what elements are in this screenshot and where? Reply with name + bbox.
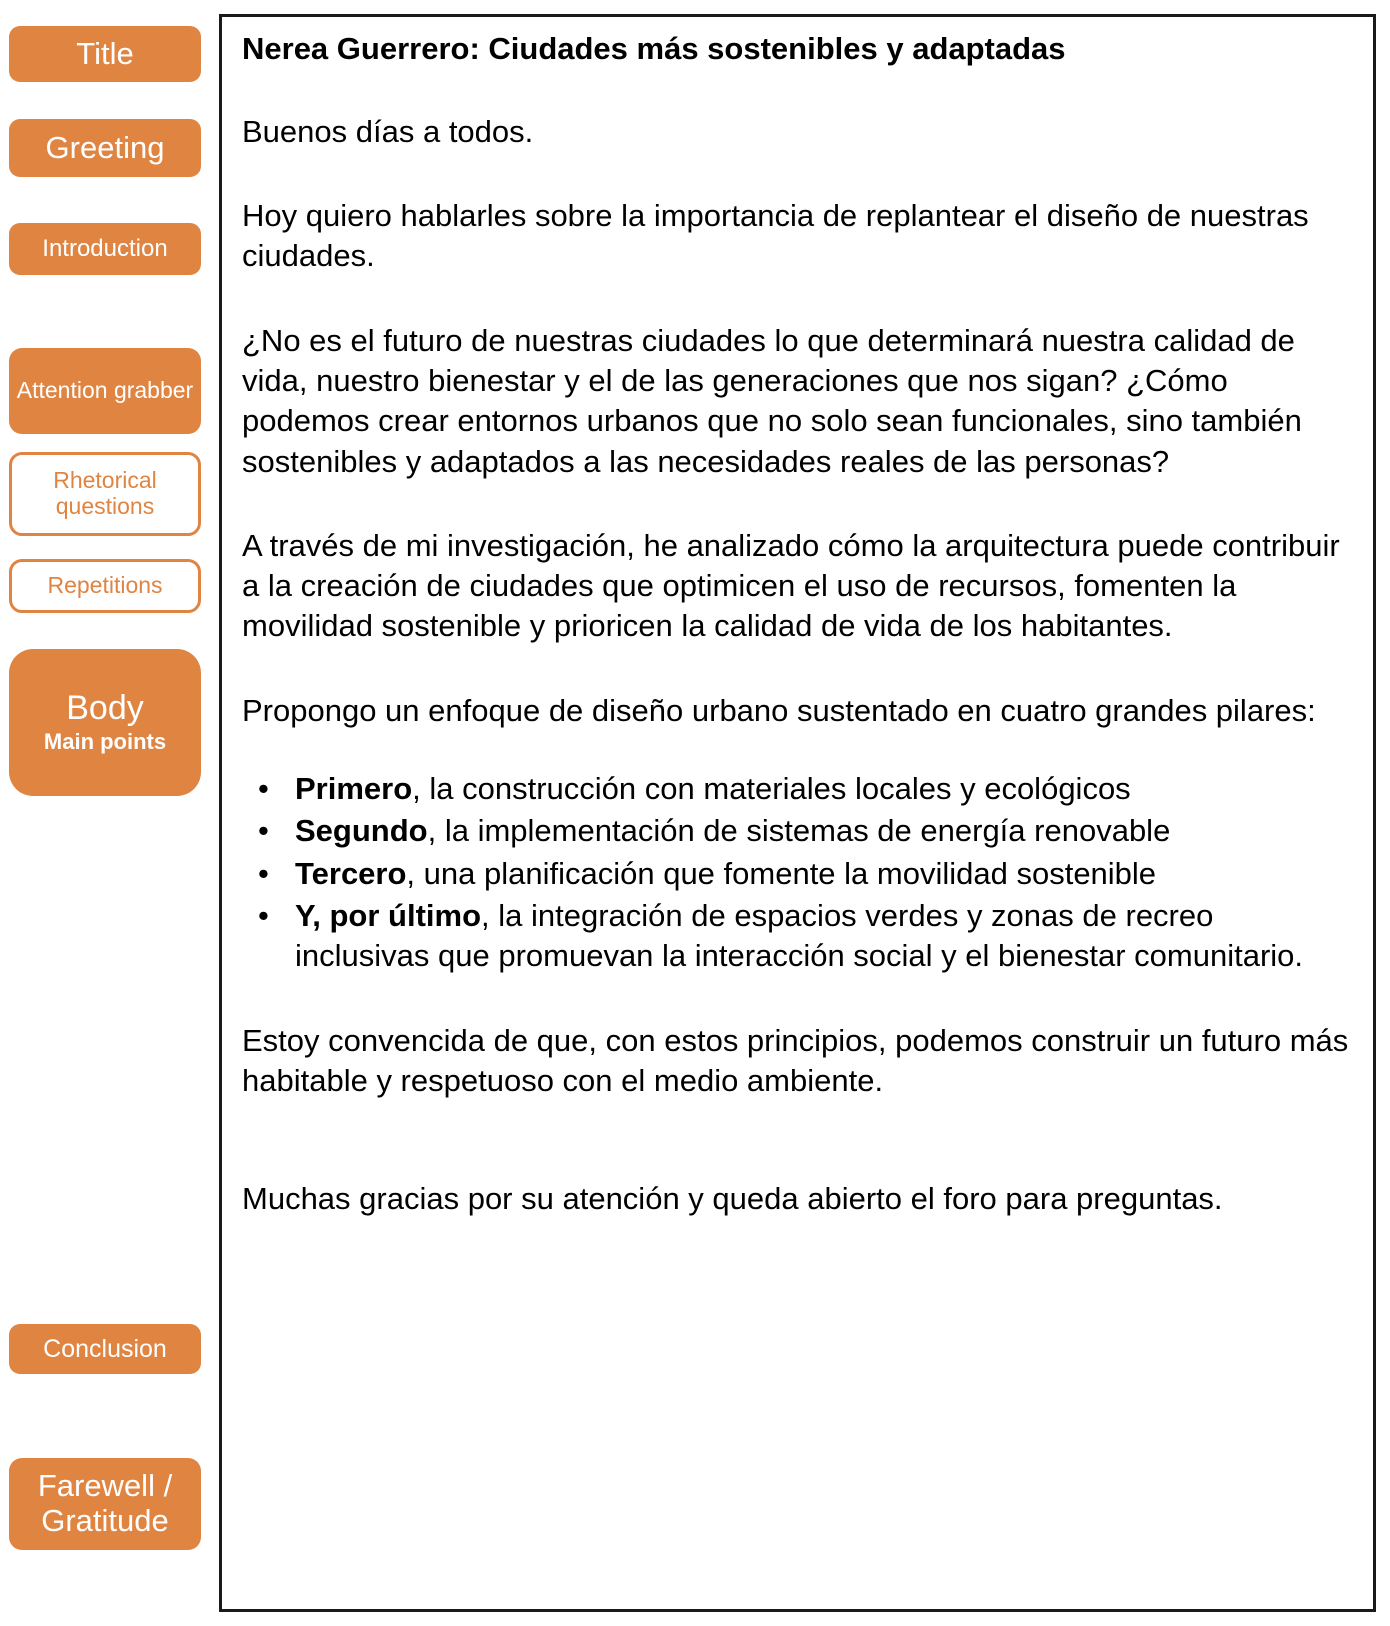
speech-body-paragraph: A través de mi investigación, he analizado cómo la arquitectura puede contribuir a la creación de ciudades que optimicen el uso de recursos, fomenten la movilidad sostenible y prioricen la calidad de vida de los habitantes.	[242, 527, 1340, 644]
speech-content-frame	[219, 14, 1376, 1612]
pillar-rest: , la implementación de sistemas de energía renovable	[427, 813, 1171, 849]
label-greeting-text: Greeting	[45, 129, 165, 165]
speech-conclusion-paragraph: Estoy convencida de que, con estos principios, podemos construir un futuro más habitable y respetuoso con el medio ambiente.	[242, 1022, 1349, 1098]
bullet-icon: •	[258, 897, 269, 933]
label-attention-grabber-text: Attention grabber	[16, 377, 194, 404]
pillar-rest: , la construcción con materiales locales y ecológicos	[412, 771, 1131, 807]
pillar-list	[242, 769, 1351, 976]
structure-label-column	[0, 0, 212, 1626]
list-item	[242, 769, 1351, 809]
label-repetitions-text: Repetitions	[47, 572, 163, 599]
pillar-rest: , la integración de espacios verdes y zonas de recreo inclusivas que promuevan la interacción social y el bienestar comunitario.	[295, 897, 1304, 974]
speech-content-inner	[222, 17, 1373, 1273]
pillar-lead: Primero	[295, 771, 413, 807]
pillar-rest: , una planificación que fomente la movilidad sostenible	[406, 855, 1157, 891]
label-attention-grabber	[9, 348, 201, 434]
list-item	[242, 896, 1351, 977]
pillar-lead: Y, por último	[295, 897, 481, 933]
speech-list-intro-paragraph: Propongo un enfoque de diseño urbano sustentado en cuatro grandes pilares:	[242, 692, 1316, 728]
list-item	[242, 854, 1351, 894]
label-introduction-text: Introduction	[42, 234, 168, 262]
label-conclusion-text: Conclusion	[43, 1335, 167, 1363]
speech-greeting-paragraph: Buenos días a todos.	[242, 113, 534, 149]
label-farewell-gratitude	[9, 1458, 201, 1550]
bullet-icon: •	[258, 813, 269, 849]
label-body	[9, 649, 201, 796]
pillar-lead: Tercero	[295, 855, 407, 891]
label-introduction	[9, 223, 201, 275]
label-rhetorical-questions	[9, 452, 201, 536]
speech-title: Nerea Guerrero: Ciudades más sostenibles y adaptadas	[242, 31, 1066, 66]
label-body-main-text: Body	[66, 689, 144, 728]
label-greeting	[9, 119, 201, 177]
label-body-sub-text: Main points	[43, 728, 167, 754]
speech-attention-grabber-paragraph: ¿No es el futuro de nuestras ciudades lo que determinará nuestra calidad de vida, nuestro bienestar y el de las generaciones que nos sigan? ¿Cómo podemos crear entornos urbanos que no solo sean funcionales, sino también sostenibles y adaptados a las necesidades reales de las personas?	[242, 322, 1302, 479]
list-item	[242, 811, 1351, 851]
bullet-icon: •	[258, 771, 269, 807]
speech-farewell-paragraph: Muchas gracias por su atención y queda abierto el foro para preguntas.	[242, 1181, 1223, 1217]
label-repetitions	[9, 559, 201, 613]
bullet-icon: •	[258, 855, 269, 891]
label-title-text: Title	[76, 35, 134, 71]
speech-introduction-paragraph: Hoy quiero hablarles sobre la importancia de replantear el diseño de nuestras ciudades.	[242, 198, 1309, 274]
label-farewell-gratitude-text: Farewell / Gratitude	[37, 1468, 173, 1538]
label-conclusion	[9, 1324, 201, 1374]
label-title	[9, 26, 201, 82]
spacer	[242, 1145, 1351, 1179]
pillar-lead: Segundo	[295, 813, 428, 849]
label-rhetorical-questions-text: Rhetorical questions	[53, 467, 157, 519]
